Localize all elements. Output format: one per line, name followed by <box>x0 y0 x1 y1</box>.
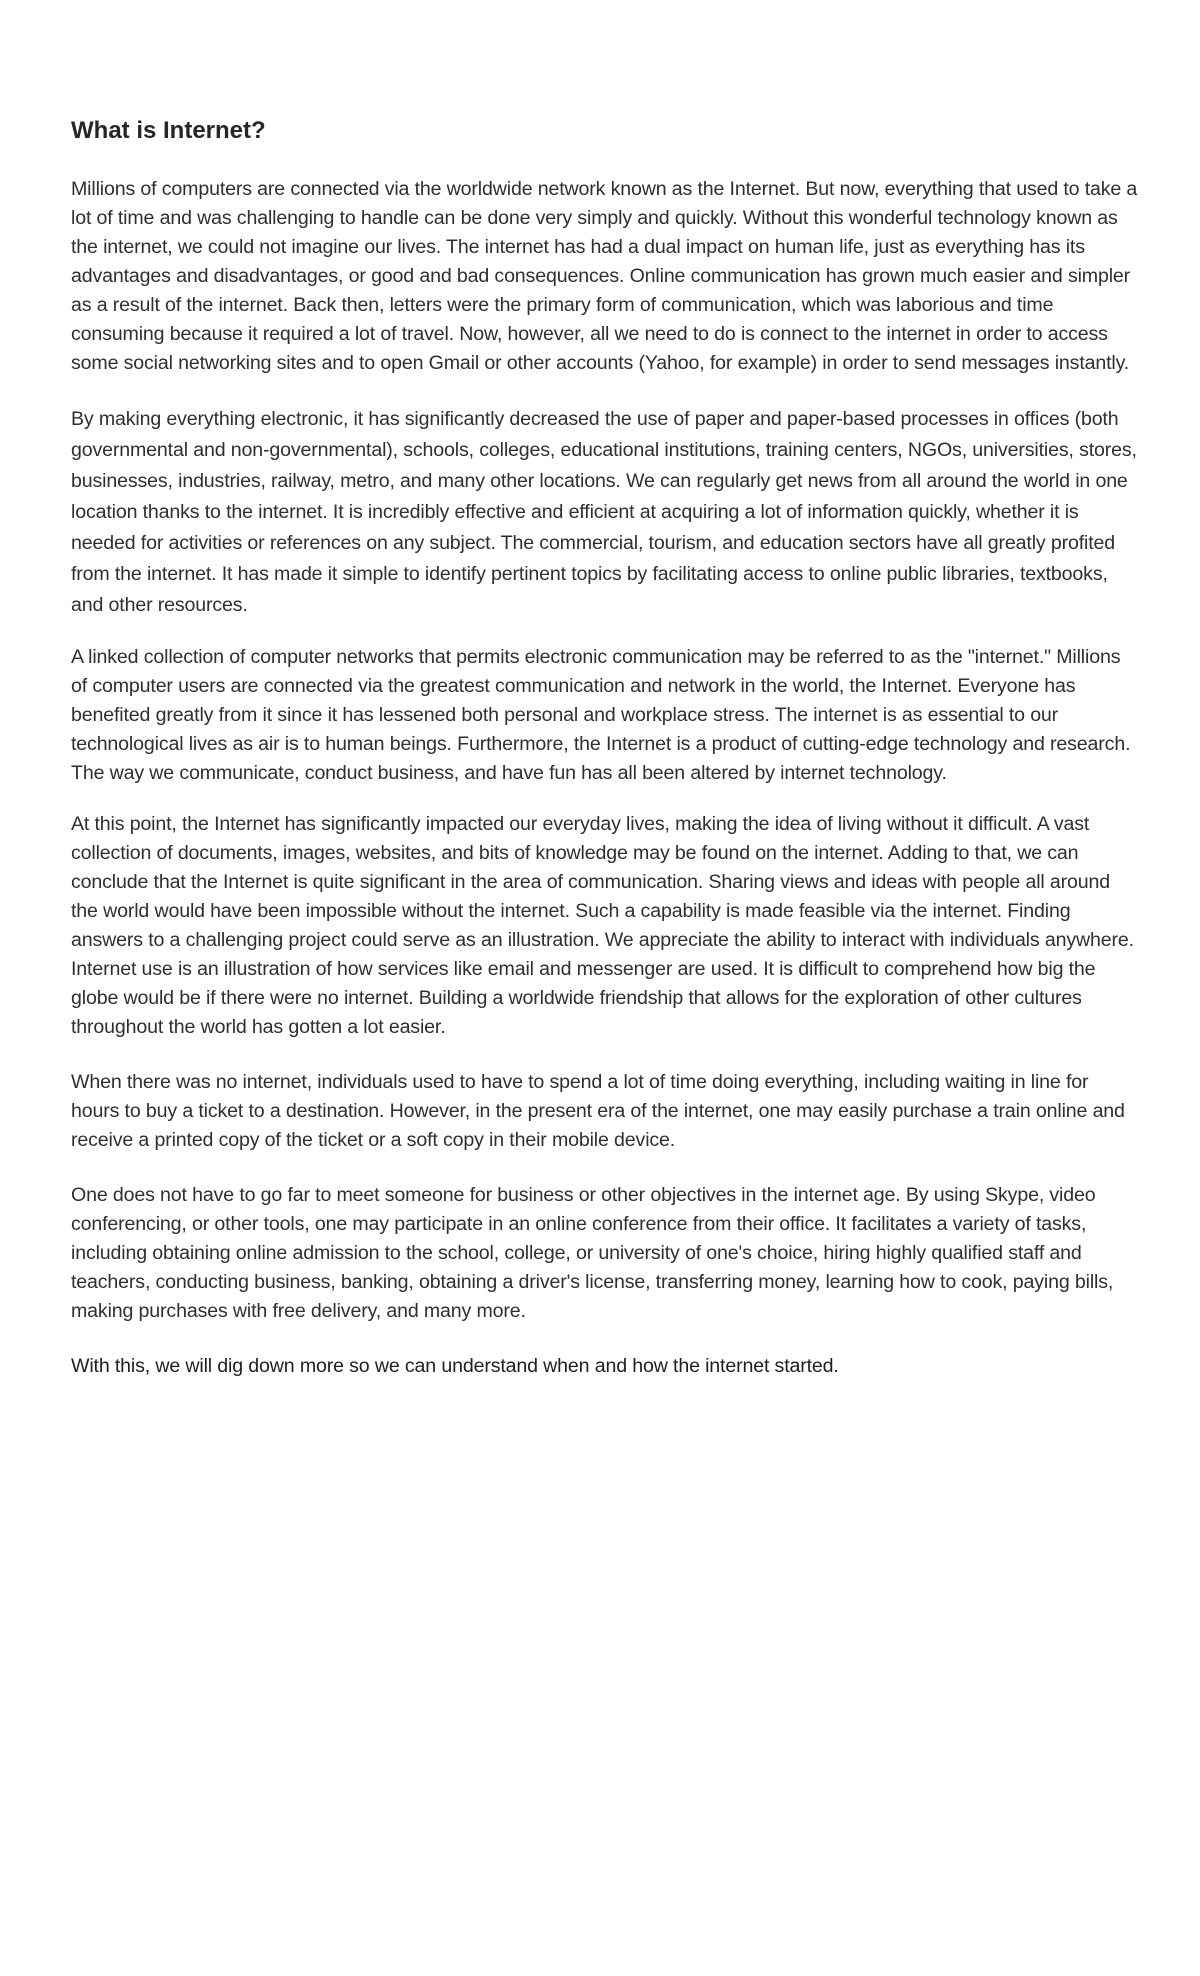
paragraph-5: When there was no internet, individuals used to have to spend a lot of time doing everything, including waiting in line for hours to buy a ticket to a destination. However, in the present era of the internet, one may easily purchase a train online and receive a printed copy of the ticket or a soft copy in their mobile device. <box>71 1071 1125 1151</box>
document-page <box>71 115 1141 1407</box>
document-title: What is Internet? <box>71 117 266 144</box>
paragraph-3: A linked collection of computer networks that permits electronic communication may be referred to as the "internet." Millions of computer users are connected via the greatest communication and network in the world, the Internet. Everyone has benefited greatly from it since it has lessened both personal and workplace stress. The internet is as essential to our technological lives as air is to human beings. Furthermore, the Internet is a product of cutting-edge technology and research. The way we communicate, conduct business, and have fun has all been altered by internet technology. <box>71 646 1131 784</box>
paragraph-6: One does not have to go far to meet someone for business or other objectives in the internet age. By using Skype, video conferencing, or other tools, one may participate in an online conference from their office. It facilitates a variety of tasks, including obtaining online admission to the school, college, or university of one's choice, hiring highly qualified staff and teachers, conducting business, banking, obtaining a driver's license, transferring money, learning how to cook, paying bills, making purchases with free delivery, and many more. <box>71 1184 1114 1322</box>
paragraph-4: At this point, the Internet has significantly impacted our everyday lives, making the idea of living without it difficult. A vast collection of documents, images, websites, and bits of knowledge may be found on the internet. Adding to that, we can conclude that the Internet is quite significant in the area of communication. Sharing views and ideas with people all around the world would have been impossible without the internet. Such a capability is made feasible via the internet. Finding answers to a challenging project could serve as an illustration. We appreciate the ability to interact with individuals anywhere. Internet use is an illustration of how services like email and messenger are used. It is difficult to comprehend how big the globe would be if there were no internet. Building a worldwide friendship that allows for the exploration of other cultures throughout the world has gotten a lot easier. <box>71 813 1134 1038</box>
paragraph-1: Millions of computers are connected via the worldwide network known as the Internet. But now, everything that used to take a lot of time and was challenging to handle can be done very simply and quickly. Without this wonderful technology known as the internet, we could not imagine our lives. The internet has had a dual impact on human life, just as everything has its advantages and disadvantages, or good and bad consequences. Online communication has grown much easier and simpler as a result of the internet. Back then, letters were the primary form of communication, which was laborious and time consuming because it required a lot of travel. Now, however, all we need to do is connect to the internet in order to access some social networking sites and to open Gmail or other accounts (Yahoo, for example) in order to send messages instantly. <box>71 178 1138 374</box>
paragraph-2: By making everything electronic, it has significantly decreased the use of paper and paper-based processes in offices (both governmental and non-governmental), schools, colleges, educational institutions, training centers, NGOs, universities, stores, businesses, industries, railway, metro, and many other locations. We can regularly get news from all around the world in one location thanks to the internet. It is incredibly effective and efficient at acquiring a lot of information quickly, whether it is needed for activities or references on any subject. The commercial, tourism, and education sectors have all greatly profited from the internet. It has made it simple to identify pertinent topics by facilitating access to online public libraries, textbooks, and other resources. <box>71 408 1137 616</box>
paragraph-7: With this, we will dig down more so we can understand when and how the internet started. <box>71 1355 839 1377</box>
